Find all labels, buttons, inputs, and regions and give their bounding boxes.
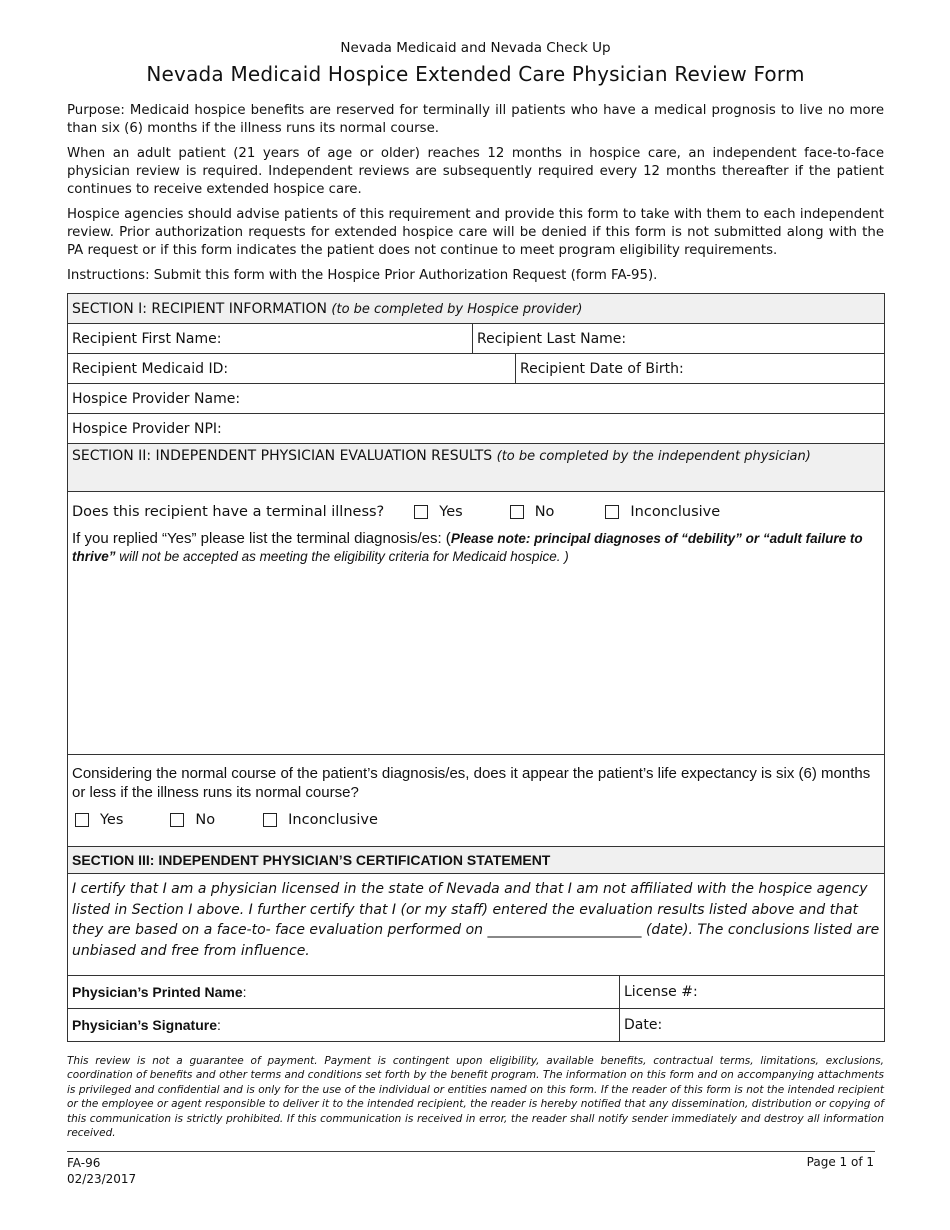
recipient-medicaid-id-field[interactable] xyxy=(68,354,516,384)
life-inconclusive-option[interactable]: Inconclusive xyxy=(263,812,378,828)
medicaid-id-label: Recipient Medicaid ID: xyxy=(72,360,229,377)
checkbox-icon[interactable] xyxy=(170,813,184,827)
section2-header: SECTION II: INDEPENDENT PHYSICIAN EVALUATION RESULTS (to be completed by the independent physician) xyxy=(68,444,885,492)
recipient-first-name-field[interactable] xyxy=(68,324,473,354)
disclaimer: This review is not a guarantee of payment. Payment is contingent upon eligibility, available benefits, contractual terms, limitations, exclusions, coordination of benefits and other terms and conditions set forth by the benefit program. The information on this form and on accompanying attachments is privileged and confidential and is only for the use of the individual or entities named on this form. If the reader of this form is not the intended recipient or the employee or agent responsible to deliver it to the intended recipient, the reader is hereby notified that any dissemination, distribution or copying of this communication is strictly prohibited. If this communication is received in error, the reader shall notify sender immediately and destroy all information received. xyxy=(67,1055,884,1140)
first-name-label: Recipient First Name: xyxy=(72,330,222,347)
evaluation-date-blank: ______________________ xyxy=(487,922,642,938)
checkbox-icon[interactable] xyxy=(414,505,428,519)
life-no-option[interactable]: No xyxy=(170,812,215,828)
signature-date-field[interactable] xyxy=(620,1009,885,1042)
recipient-last-name-field[interactable] xyxy=(473,324,885,354)
footer-form-info xyxy=(67,1155,136,1187)
page-number: Page 1 of 1 xyxy=(806,1155,874,1169)
terminal-illness-block xyxy=(68,492,885,755)
advise-paragraph: Hospice agencies should advise patients of this requirement and provide this form to take with them to each independent review. Prior authorization requests for extended hospice care will be denied if this form is not submitted along with the PA request or if this form indicates the patient does not continue to meet program eligibility requirements. xyxy=(67,207,884,258)
recipient-dob-field[interactable] xyxy=(516,354,885,384)
last-name-label: Recipient Last Name: xyxy=(477,330,627,347)
life-expectancy-question: Considering the normal course of the patient’s diagnosis/es, does it appear the patient’s life expectancy is six (6) months or less if the illness runs its normal course? xyxy=(72,765,871,801)
date-label: Date: xyxy=(624,1017,663,1033)
physician-signature-field[interactable]: Physician’s Signature: xyxy=(68,1009,620,1042)
checkbox-icon[interactable] xyxy=(605,505,619,519)
section3-header: SECTION III: INDEPENDENT PHYSICIAN’S CERTIFICATION STATEMENT xyxy=(68,847,885,874)
purpose-paragraph: Purpose: Medicaid hospice benefits are reserved for terminally ill patients who have a medical prognosis to live no more than six (6) months if the illness runs its normal course. xyxy=(67,103,884,136)
dob-label: Recipient Date of Birth: xyxy=(520,360,684,377)
hospice-provider-npi-field[interactable] xyxy=(68,414,885,444)
section1-header: SECTION I: RECIPIENT INFORMATION (to be completed by Hospice provider) xyxy=(68,294,885,324)
physician-printed-name-field[interactable]: Physician’s Printed Name: xyxy=(68,976,620,1009)
terminal-no-option[interactable]: No xyxy=(510,504,555,520)
checkbox-icon[interactable] xyxy=(263,813,277,827)
form-number: FA-96 xyxy=(67,1156,101,1170)
diagnosis-prompt[interactable]: If you replied “Yes” please list the terminal diagnosis/es: (Please note: principal diagnoses of “debility” or “adult failure to thrive” will not be accepted as meeting the eligibility criteria for Medicaid hospice. ) xyxy=(72,530,863,564)
instructions: Instructions: Submit this form with the Hospice Prior Authorization Request (form FA-95). xyxy=(67,268,658,283)
checkbox-icon[interactable] xyxy=(75,813,89,827)
form-title: Nevada Medicaid Hospice Extended Care Physician Review Form xyxy=(146,62,805,86)
certification-statement[interactable]: I certify that I am a physician licensed in the state of Nevada and that I am not affiliated with the hospice agency listed in Section I above. I further certify that I (or my staff) entered the evaluation results listed above and that they are based on a face-to- face evaluation performed on ______________________ (date). The conclusions listed are unbiased and free from influence. xyxy=(68,874,885,976)
terminal-inconclusive-option[interactable]: Inconclusive xyxy=(605,504,720,520)
footer-divider xyxy=(67,1151,875,1152)
life-expectancy-block xyxy=(68,755,885,847)
provider-name-label: Hospice Provider Name: xyxy=(72,390,241,407)
checkbox-icon[interactable] xyxy=(510,505,524,519)
life-yes-option[interactable]: Yes xyxy=(75,812,123,828)
life-expectancy-options xyxy=(72,812,880,828)
terminal-illness-question: Does this recipient have a terminal illness? Yes No Inconclusive xyxy=(72,504,721,520)
license-label: License #: xyxy=(624,984,698,1000)
review-form-table xyxy=(67,293,885,1042)
form-date: 02/23/2017 xyxy=(67,1172,137,1186)
terminal-yes-option[interactable]: Yes xyxy=(414,504,462,520)
form-page xyxy=(67,40,884,1151)
license-number-field[interactable] xyxy=(620,976,885,1009)
review-paragraph: When an adult patient (21 years of age or older) reaches 12 months in hospice care, an independent face-to-face physician review is required. Independent reviews are subsequently required every 12 months thereafter if the patient continues to receive extended hospice care. xyxy=(67,146,884,197)
provider-npi-label: Hospice Provider NPI: xyxy=(72,420,222,437)
hospice-provider-name-field[interactable] xyxy=(68,384,885,414)
agency-name: Nevada Medicaid and Nevada Check Up xyxy=(340,40,611,56)
